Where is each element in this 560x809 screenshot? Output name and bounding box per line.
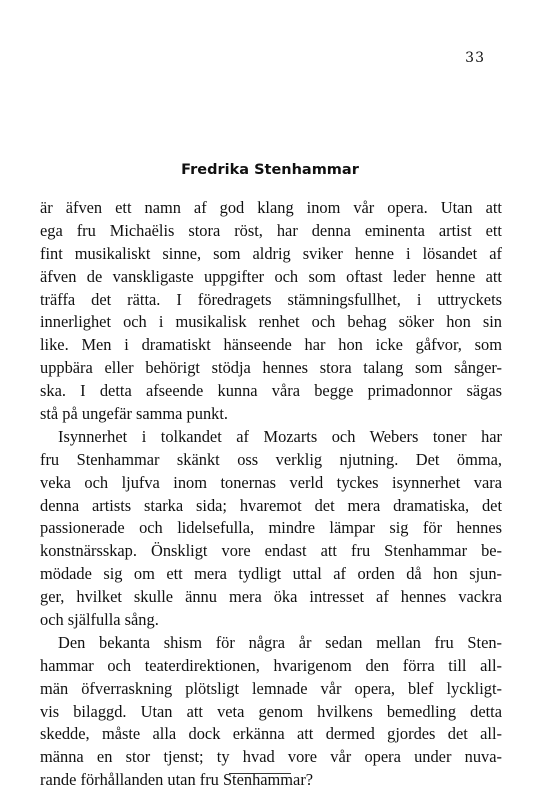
text-line: fint musikaliskt sinne, som aldrig sviker henne i lösandet af <box>40 243 502 263</box>
section-divider <box>229 773 291 774</box>
text-line: like. Men i dramatiskt hänseende har hon icke gåfvor, som <box>40 335 502 355</box>
text-line: fru Stenhammar skänkt oss verklig njutning. Det ömma, <box>40 449 502 469</box>
text-line: veka och ljufva inom tonernas verld tyckes isynnerhet vara <box>40 472 502 492</box>
text-line: denna artists starka sida; hvaremot det mera dramatiska, det <box>40 495 502 515</box>
text-line: männa en stor tjenst; ty hvad vore vår opera under nuva- <box>40 747 502 767</box>
page-number: 33 <box>465 50 485 66</box>
text-line: hammar och teaterdirektionen, hvarigenom den förra till all- <box>40 655 502 675</box>
text-line: uppbära eller behörigt stödja hennes stora talang som sånger- <box>40 358 502 378</box>
text-line: är äfven ett namn af god klang inom vår opera. Utan att <box>40 198 502 217</box>
text-line: skedde, måste alla dock erkänna att dermed gjordes det all- <box>40 724 502 744</box>
text-line: Den bekanta shism för några år sedan mellan fru Sten- <box>58 632 502 652</box>
text-line: vis bilaggd. Utan att veta genom hvilkens bemedling detta <box>40 701 502 721</box>
text-line: ska. I detta afseende kunna våra begge primadonnor sägas <box>40 381 502 401</box>
text-line: mödade sig om ett mera tydligt uttal af orden då hon sjun- <box>40 564 502 584</box>
text-line: innerlighet och i musikalisk renhet och behag söker hon sin <box>40 312 502 332</box>
text-line: träffa det rätta. I föredragets stämningsfullhet, i uttryckets <box>40 289 502 309</box>
text-line: konstnärsskap. Önskligt vore endast att fru Stenhammar be- <box>40 541 502 561</box>
section-heading: Fredrika Stenhammar <box>181 162 359 178</box>
text-line: ega fru Michaëlis stora röst, har denna eminenta artist ett <box>40 220 502 240</box>
body-text <box>40 197 502 792</box>
text-line: ger, hvilket skulle ännu mera öka intresset af hennes vackra <box>40 587 502 607</box>
text-line: män öfverraskning plötsligt lemnade vår opera, blef lyckligt- <box>40 678 502 698</box>
text-line: stå på ungefär samma punkt. <box>40 404 228 424</box>
text-line: äfven de vanskligaste uppgifter och som oftast leder henne att <box>40 266 502 286</box>
text-line: rande förhållanden utan fru Stenhammar? <box>40 770 314 790</box>
text-line: och själfulla sång. <box>40 610 159 630</box>
text-line: passionerade och lidelsefulla, mindre lämpar sig för hennes <box>40 518 502 538</box>
text-line: Isynnerhet i tolkandet af Mozarts och Webers toner har <box>58 426 502 446</box>
